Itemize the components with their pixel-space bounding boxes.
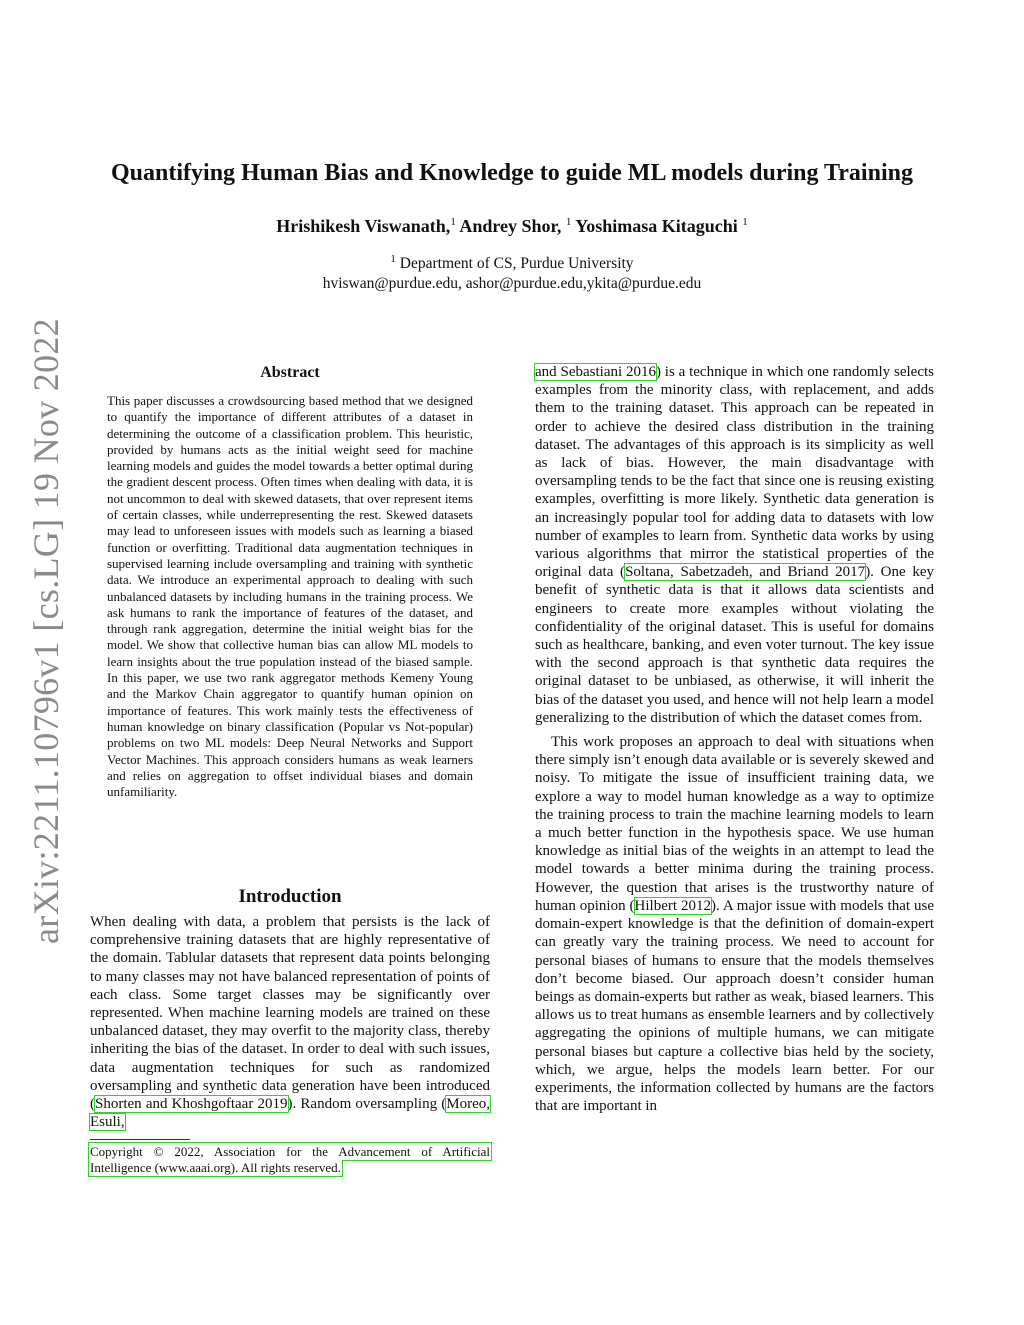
author-affil-marker: 1 — [742, 216, 748, 228]
affiliation-emails: hviswan@purdue.edu, ashor@purdue.edu,ykita@purdue.edu — [322, 275, 702, 293]
paper-title: Quantifying Human Bias and Knowledge to guide ML models during Training — [111, 160, 913, 186]
author-affil-marker: 1 — [565, 216, 572, 228]
author-affil-marker: 1 — [450, 216, 456, 228]
copyright-footnote-link[interactable]: Copyright © 2022, Association for the Advancement of Artificial Intelligence (www.aaai.org). All rights reserved. — [90, 1144, 490, 1175]
abstract-text: This paper discusses a crowdsourcing based method that we designed to quantify the importance of different attributes of a dataset in determining the outcome of a classification problem. This heuristic, provided by humans acts as the initial weight seed for machine learning models and guides the model towards a better optimal during the gradient descent process. Often times when dealing with data, it is not uncommon to deal with skewed datasets, that over represent items of certain classes, while underrepresenting the rest. Skewed datasets may lead to unforeseen issues with models such as learning a biased function or overfitting. Traditional data augmentation techniques in supervised learning include oversampling and training with synthetic data. We introduce an experimental approach to dealing with such unbalanced datasets by including humans in the training process. We ask humans to rank the importance of features of the dataset, and through rank aggregation, determine the initial weight bias for the model. We show that collective human bias can allow ML models to learn insights about the true population instead of the biased sample. In this paper, we use two rank aggregator methods Kemeny Young and the Markov Chain aggregator to quantify human opinion on importance of features. This work mainly tests the effectiveness of human knowledge on binary classification (Popular vs Not-popular) problems on two ML models: Deep Neural Networks and Support Vector Machines. This approach considers humans as weak learners and relies on aggregation to offset individual biases and domain unfamiliarity. — [107, 393, 473, 800]
affiliation-marker: 1 — [390, 253, 396, 265]
right-column-paragraph — [535, 363, 934, 727]
citation-link[interactable]: Soltana, Sabetzadeh, and Briand 2017 — [625, 564, 866, 581]
introduction-paragraph — [90, 913, 490, 1131]
right-text-segment: ). One key benefit of synthetic data is that it allows data scientists and engineers to create more examples without violating the confidentiality of the original dataset. This is useful for domains such as healthcare, banking, and even voter turnout. The key issue with the second approach is that synthetic data requires the original dataset to be unbiased, as otherwise, it will inherit the bias of the dataset you used, and hence will not help learn a model generalizing to the distribution of which the dataset comes from. — [535, 564, 934, 726]
right-text-segment: This work proposes an approach to deal with situations when there simply isn’t enough data available or is severely skewed and noisy. To mitigate the issue of insufficient training data, we explore a way to model human knowledge as a way to optimize the training process to train the machine learning models to learn a much better function in the hypothesis space. We use human knowledge as initial bias of the weights in an attempt to lead the model towards a better minima during the training process. However, the question that arises is the trustworthy nature of human opinion ( — [535, 734, 934, 914]
right-column-paragraph — [535, 733, 934, 1115]
introduction-body — [90, 913, 490, 1131]
right-column — [535, 363, 934, 1115]
author-name: Hrishikesh Viswanath, — [276, 216, 451, 236]
intro-text-segment: When dealing with data, a problem that persists is the lack of comprehensive training datasets that are highly representative of the domain. Tablular datasets that represent data points belonging to many classes may not have balanced representation of points of each class. Some target classes may be significantly over represented. When machine learning models are trained on these unbalanced dataset, they may overfit to the majority class, thereby inheriting the bias of the dataset. In order to deal with such issues, data augmentation techniques for such as randomized oversampling and synthetic data generation have been introduced ( — [90, 914, 490, 1113]
right-text-segment: ). A major issue with models that use domain-expert knowledge is that the definition of domain-expert can greatly vary the training process. We need to account for personal biases of humans to ensure that the models themselves don’t become biased. Our approach doesn’t consider human beings as domain-experts but rather as weak, biased learners. This allows us to treat humans as ensemble learners and by collectively aggregating the opinions of multiple humans, we can mitigate personal biases but capture a collective bias held by the society, which, we argue, helps the models learn better. For our experiments, the information collected by humans are the factors that are important in — [535, 897, 934, 1115]
intro-text-segment: ). Random oversampling ( — [287, 1096, 447, 1113]
affiliation-department: Department of CS, Purdue University — [399, 255, 634, 273]
copyright-footnote — [90, 1144, 490, 1176]
author-list — [90, 216, 934, 237]
citation-link[interactable]: and Sebastiani 2016 — [535, 364, 656, 380]
citation-link[interactable]: Moreo, Esuli, — [90, 1096, 490, 1131]
author-name: Andrey Shor, — [459, 216, 562, 236]
introduction-heading: Introduction — [238, 886, 342, 907]
citation-link[interactable]: Hilbert 2012 — [634, 897, 711, 914]
arxiv-identifier-stamp: arXiv:2211.10796v1 [cs.LG] 19 Nov 2022 — [26, 318, 66, 944]
citation-link[interactable]: Shorten and Khoshgoftaar 2019 — [95, 1096, 288, 1113]
abstract-heading: Abstract — [260, 364, 320, 381]
affiliation-block — [90, 249, 934, 294]
footnote-rule — [90, 1139, 190, 1140]
abstract-body — [107, 393, 473, 800]
author-name: Yoshimasa Kitaguchi — [575, 216, 738, 236]
right-text-segment: ) is a technique in which one randomly selects examples from the minority class, with replacement, and adds them to the training dataset. This approach can be repeated in order to achieve the desired class distribution in the training dataset. The advantages of this approach is its simplicity as well as lack of bias. However, the main disadvantage with oversampling tends to be the fact that since one is reusing existing examples, overfitting is more likely. Synthetic data generation is an increasingly popular tool for adding data to datasets with low number of examples to learn from. Synthetic data works by using various algorithms that mirror the statistical properties of the original data ( — [535, 364, 934, 581]
